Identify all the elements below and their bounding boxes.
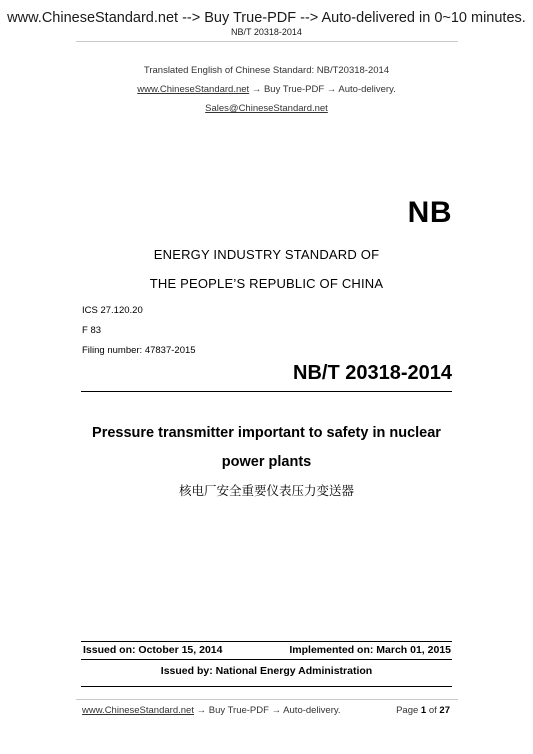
title-english-line2: power plants xyxy=(221,454,312,470)
site-link[interactable]: www.ChineseStandard.net xyxy=(137,84,250,95)
email-link[interactable]: Sales@ChineseStandard.net xyxy=(205,103,328,114)
issued-on-date: Issued on: October 15, 2014 xyxy=(83,644,223,656)
dates-middle-divider xyxy=(81,659,452,660)
of-label: of xyxy=(428,705,437,716)
ccs-code: F 83 xyxy=(82,325,102,336)
document-number: NB/T 20318-2014 xyxy=(293,362,452,384)
footer-divider xyxy=(76,699,458,700)
site-link-suffix: → Buy True-PDF → Auto-delivery. xyxy=(249,84,396,95)
standard-name-line2: THE PEOPLE’S REPUBLIC OF CHINA xyxy=(149,276,384,291)
title-english-line1: Pressure transmitter important to safety in nuclear xyxy=(92,425,441,441)
page-number: 1 xyxy=(420,705,427,716)
dates-bottom-divider xyxy=(81,686,452,687)
footer-link-line xyxy=(82,705,341,716)
dates-top-divider xyxy=(81,641,452,642)
footer-site-link[interactable]: www.ChineseStandard.net xyxy=(82,705,194,716)
title-chinese: 核电厂安全重要仪表压力变送器 xyxy=(178,483,354,498)
ics-code: ICS 27.120.20 xyxy=(82,305,143,316)
site-link-line xyxy=(0,84,533,95)
page-label: Page xyxy=(396,705,419,716)
nb-logo: NB xyxy=(407,196,452,229)
email-line xyxy=(0,103,533,114)
filing-number: Filing number: 47837-2015 xyxy=(82,345,196,356)
page-total: 27 xyxy=(439,705,450,716)
header-divider xyxy=(76,41,458,42)
translation-note: Translated English of Chinese Standard: NB/T20318-2014 xyxy=(143,65,390,76)
issued-by: Issued by: National Energy Administration xyxy=(160,665,373,677)
title-divider xyxy=(81,391,452,392)
implemented-on-date: Implemented on: March 01, 2015 xyxy=(289,644,451,656)
top-banner: www.ChineseStandard.net --> Buy True-PDF --> Auto-delivered in 0~10 minutes. xyxy=(7,10,526,26)
header-doc-code: NB/T 20318-2014 xyxy=(231,27,302,37)
standard-name-line1: ENERGY INDUSTRY STANDARD OF xyxy=(153,247,380,262)
page-indicator xyxy=(396,705,450,716)
footer-site-suffix: → Buy True-PDF → Auto-delivery. xyxy=(193,705,341,716)
